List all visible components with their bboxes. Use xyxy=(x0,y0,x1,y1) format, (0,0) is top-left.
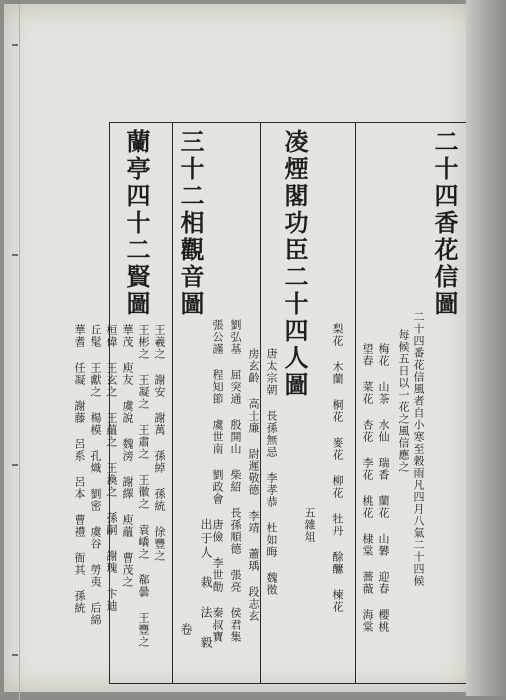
officials-list: 張公謹 程知節 虞世南 劉政會 唐儉 李世勣 秦叔寶 xyxy=(211,319,224,643)
column-divider xyxy=(260,123,261,683)
worthies-list: 華耆 任凝 謝藤 呂系 呂本 曹禮 衙其 孫統 xyxy=(73,324,86,614)
worthies-list: 王彬之 王凝之 王肅之 王徽之 袁嶠之 郗曇 王豐之 xyxy=(137,324,150,648)
worthies-list: 丘髦 王獻之 楊模 孔熾 劉密 虞谷 勞夷 后綿 xyxy=(89,324,102,626)
juan-mark: 卷 xyxy=(179,623,193,637)
column-divider xyxy=(172,123,173,683)
flower-list: 梨花 木蘭 桐花 麥花 柳花 牡丹 酴醿 楝花 xyxy=(331,323,344,613)
column-divider xyxy=(355,123,356,683)
flower-list: 梅花 山茶 水仙 瑞香 蘭花 山礬 迎春 櫻桃 xyxy=(377,343,390,633)
book-page xyxy=(4,4,470,692)
officials-list: 劉弘基 屈突通 殷開山 柴紹 長孫順德 張亮 侯君集 xyxy=(229,319,242,643)
source-note: 五雜俎 xyxy=(303,507,316,543)
publisher-mark: 出于人 栽 法 毅 xyxy=(199,518,213,650)
flower-list: 望春 菜花 杏花 李花 桃花 棣棠 薔薇 海棠 xyxy=(361,343,374,633)
binding-stitch xyxy=(12,44,18,46)
worthies-list: 華茂 庾友 虞說 魏滂 謝繹 庾蘊 曹茂之 xyxy=(121,324,134,588)
section-title: 凌煙閣功臣二十四人圖 xyxy=(280,129,309,399)
section-title: 二十四香花信圖 xyxy=(430,129,459,318)
worthies-list: 桓偉 王玄之 王蘊之 王渙之 孫嗣 謝瑰 卞迪 xyxy=(105,324,118,612)
worthies-list: 王羲之 謝安 謝萬 孫綽 孫統 徐豐之 xyxy=(153,324,166,562)
section-title: 三十二相觀音圖 xyxy=(176,129,205,318)
section-note: 每候五日以一花之風信應之 xyxy=(397,329,410,473)
section-note: 二十四番花信風者自小寒至穀雨凡四月八氣二十四候 xyxy=(412,311,425,587)
section-title: 蘭亭四十二賢圖 xyxy=(122,129,151,318)
binding-stitch xyxy=(12,654,18,656)
officials-list: 房玄齡 高士廉 尉遲敬德 李靖 蕭瑀 段志玄 xyxy=(247,348,260,622)
officials-list: 唐太宗朝 長孫無忌 李孝恭 杜如晦 魏徵 xyxy=(265,348,278,596)
spine-fold-line xyxy=(19,4,20,700)
binding-stitch xyxy=(12,254,18,256)
binding-stitch xyxy=(12,464,18,466)
page-edge xyxy=(466,0,506,696)
